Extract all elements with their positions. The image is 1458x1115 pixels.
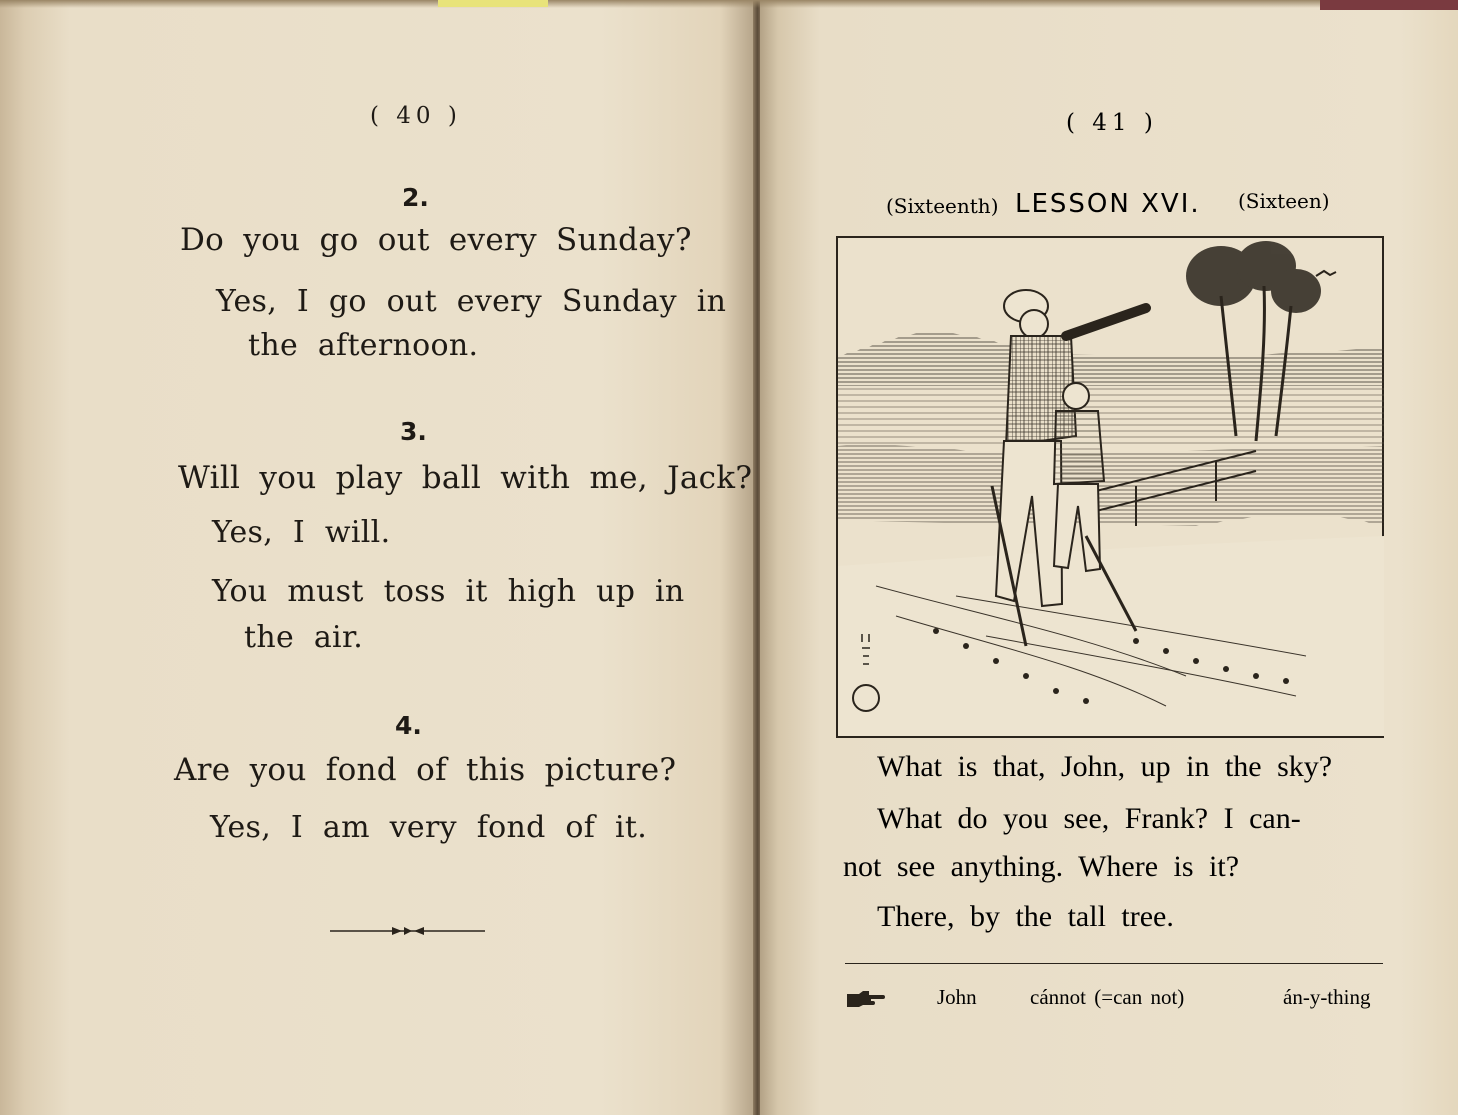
lesson-cardinal-note: (Sixteen) [1238, 189, 1330, 213]
question-number: 3. [400, 417, 427, 446]
page-number: ( 41 ) [1066, 110, 1158, 136]
question-text: Do you go out every Sunday? [180, 222, 692, 258]
page-top-shadow [0, 0, 1458, 8]
answer-line: Yes, I go out every Sunday in [216, 284, 727, 319]
pointing-hand-icon [845, 988, 887, 1008]
lesson-title: LESSON XVI. [1015, 189, 1201, 219]
footnote-word: cánnot (=can not) [1030, 985, 1185, 1009]
page-number: ( 40 ) [370, 103, 462, 129]
lesson-ordinal-note: (Sixteenth) [886, 194, 999, 218]
answer-line: Yes, I will. [212, 515, 391, 550]
lesson-text-line: What do you see, Frank? I can- [877, 802, 1301, 835]
answer-line: You must toss it high up in [212, 574, 685, 609]
lesson-illustration [836, 236, 1386, 742]
answer-line: Yes, I am very fond of it. [210, 810, 648, 845]
bookmark-tab [438, 0, 548, 7]
footnote-word: John [937, 985, 977, 1009]
question-number: 4. [395, 711, 422, 740]
lesson-text-line: What is that, John, up in the sky? [877, 750, 1333, 783]
lesson-text-line: There, by the tall tree. [877, 900, 1174, 933]
lesson-text-line: not see anything. Where is it? [843, 850, 1240, 883]
footnote-rule [845, 963, 1383, 964]
footnote-word: án-y-thing [1283, 985, 1371, 1009]
cover-corner [1320, 0, 1458, 10]
question-text: Are you fond of this picture? [174, 752, 677, 788]
answer-line: the air. [244, 620, 364, 655]
question-text: Will you play ball with me, Jack? [178, 460, 753, 496]
question-number: 2. [402, 183, 429, 212]
ornament-divider [330, 924, 485, 938]
answer-line: the afternoon. [248, 328, 479, 363]
